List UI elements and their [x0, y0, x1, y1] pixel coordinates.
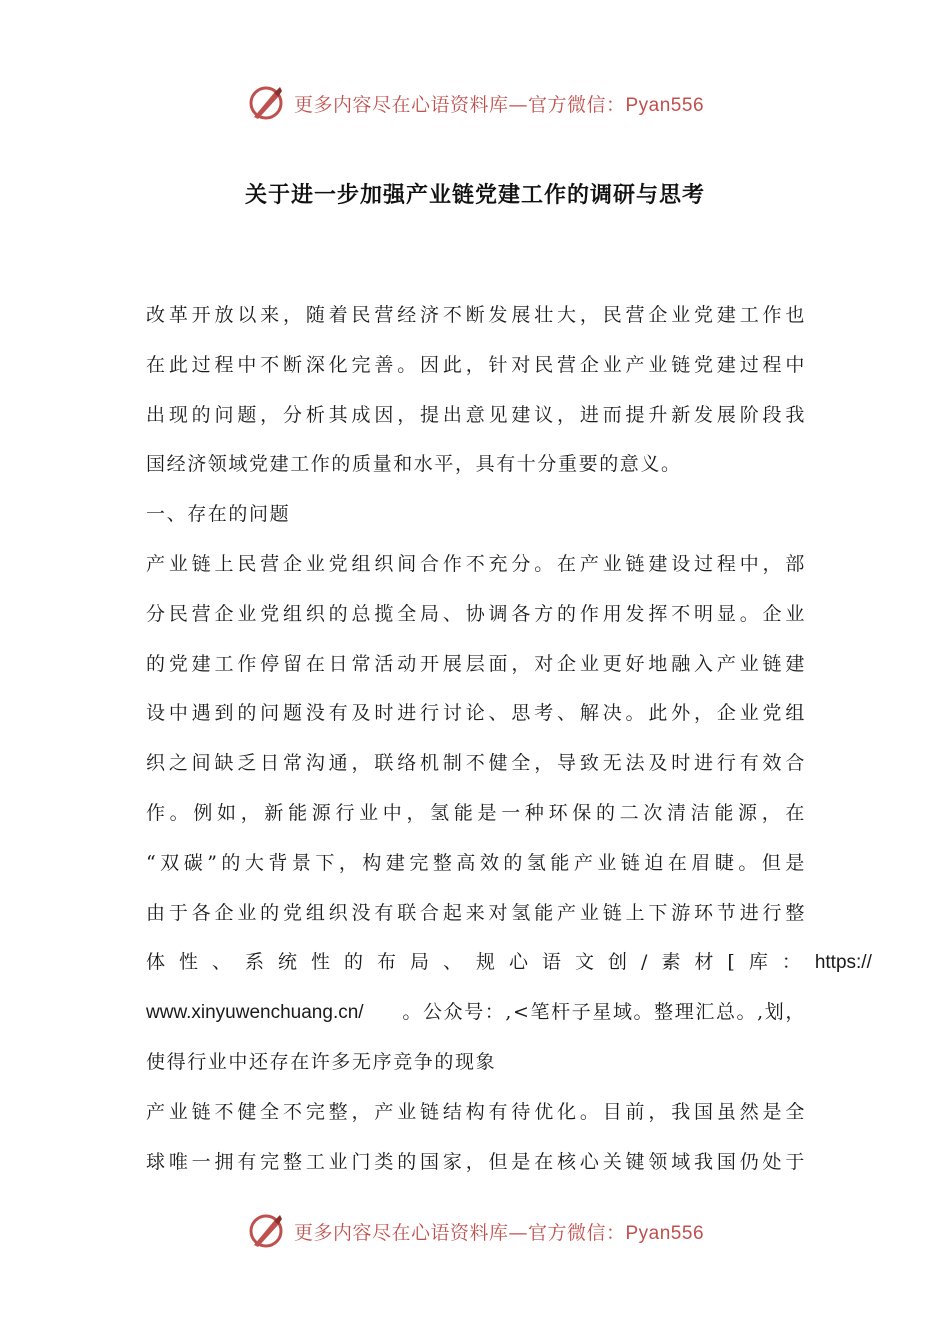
- footer-watermark: [0, 1206, 950, 1256]
- inline-url-start: https://: [814, 952, 872, 974]
- watermark-text: 更多内容尽在心语资料库—官方微信：Pyan556: [293, 93, 705, 116]
- pen-logo-icon: [246, 1211, 286, 1251]
- paragraph-line: 改革开放以来，随着民营经济不断发展壮大，民营企业党建工作也: [146, 304, 806, 326]
- line-text: 体性、系统性的布局、规心语文创/素材[库：: [146, 951, 815, 974]
- paragraph-line: 作。例如，新能源行业中，氢能是一种环保的二次清洁能源，在: [146, 801, 806, 824]
- paragraph-line: 产业链上民营企业党组织间合作不充分。在产业链建设过程中，部: [146, 552, 806, 575]
- paragraph-line: 国经济领域党建工作的质量和水平，具有十分重要的意义。: [146, 453, 682, 476]
- header-watermark: [0, 78, 950, 128]
- watermark-text: 更多内容尽在心语资料库—官方微信：Pyan556: [293, 1221, 705, 1244]
- document-title: 关于进一步加强产业链党建工作的调研与思考: [244, 183, 705, 208]
- section-heading: 一、存在的问题: [146, 503, 291, 526]
- pen-logo-icon: [246, 83, 286, 123]
- paragraph-line: 在此过程中不断深化完善。因此，针对民营企业产业链党建过程中: [146, 353, 806, 376]
- line-text: 。公众号：,<笔杆子星域。整理汇总。,划，: [402, 1001, 806, 1024]
- paragraph-line: 使得行业中还存在许多无序竞争的现象: [146, 1050, 497, 1073]
- paragraph-line: 球唯一拥有完整工业门类的国家，但是在核心关键领域我国仍处于: [146, 1150, 806, 1173]
- paragraph-line-with-url: [146, 938, 872, 988]
- paragraph-line: 分民营企业党组织的总揽全局、协调各方的作用发挥不明显。企业: [146, 602, 806, 625]
- watermark-handle: Pyan556: [625, 1222, 705, 1244]
- paragraph-line-with-url: [146, 988, 806, 1038]
- document-body: [146, 291, 872, 1187]
- watermark-handle: Pyan556: [625, 94, 705, 116]
- paragraph-line: 的党建工作停留在日常活动开展层面，对企业更好地融入产业链建: [146, 652, 806, 675]
- paragraph-line: 织之间缺乏日常沟通，联络机制不健全，导致无法及时进行有效合: [146, 752, 806, 775]
- paragraph-line: “双碳”的大背景下，构建完整高效的氢能产业链迫在眉睫。但是: [146, 851, 806, 874]
- paragraph-line: 产业链不健全不完整，产业链结构有待优化。目前，我国虽然是全: [146, 1100, 806, 1123]
- paragraph-line: 由于各企业的党组织没有联合起来对氢能产业链上下游环节进行整: [146, 901, 806, 924]
- paragraph-line: 出现的问题，分析其成因，提出意见建议，进而提升新发展阶段我: [146, 403, 806, 426]
- inline-url: www.xinyuwenchuang.cn/: [146, 1002, 364, 1024]
- paragraph-line: 设中遇到的问题没有及时进行讨论、思考、解决。此外，企业党组: [146, 702, 806, 725]
